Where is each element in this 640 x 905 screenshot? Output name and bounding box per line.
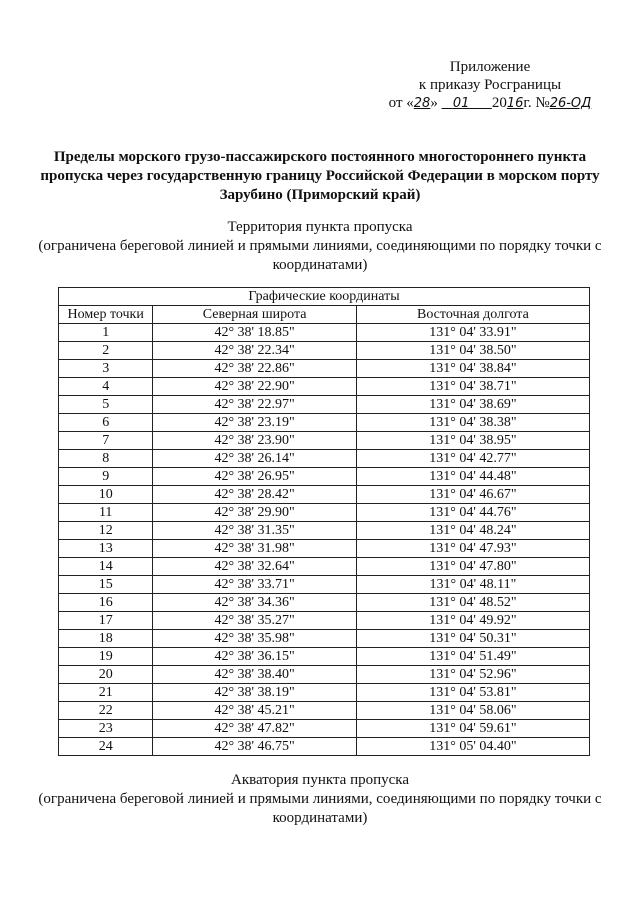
column-header-longitude: Восточная долгота bbox=[356, 306, 589, 324]
point-number-cell: 5 bbox=[59, 396, 153, 414]
latitude-cell: 42° 38' 22.86" bbox=[153, 360, 356, 378]
latitude-cell: 42° 38' 22.34" bbox=[153, 342, 356, 360]
longitude-cell: 131° 04' 51.49" bbox=[356, 648, 589, 666]
point-number-cell: 10 bbox=[59, 486, 153, 504]
year-prefix: 20 bbox=[491, 95, 507, 111]
latitude-cell: 42° 38' 18.85" bbox=[153, 324, 356, 342]
longitude-cell: 131° 04' 44.76" bbox=[356, 504, 589, 522]
table-row bbox=[59, 450, 590, 468]
point-number-cell: 21 bbox=[59, 684, 153, 702]
point-number-cell: 11 bbox=[59, 504, 153, 522]
month-underline bbox=[442, 95, 492, 111]
group-header: Графические координаты bbox=[59, 288, 590, 306]
order-date-line bbox=[370, 94, 610, 113]
water-area-description: (ограничена береговой линией и прямыми линиями, соединяющими по порядку точки с координатами) bbox=[38, 791, 602, 826]
handwritten-year: 16 bbox=[506, 96, 524, 111]
table-row bbox=[59, 396, 590, 414]
point-number-cell: 3 bbox=[59, 360, 153, 378]
table-row bbox=[59, 648, 590, 666]
latitude-cell: 42° 38' 34.36" bbox=[153, 594, 356, 612]
document-title: Пределы морского грузо-пассажирского постоянного многостороннего пункта пропуска через государственную границу Российской Федерации в морском порту Зарубино (Приморский край) bbox=[40, 149, 600, 203]
latitude-cell: 42° 38' 28.42" bbox=[153, 486, 356, 504]
point-number-cell: 24 bbox=[59, 738, 153, 756]
longitude-cell: 131° 04' 44.48" bbox=[356, 468, 589, 486]
longitude-cell: 131° 04' 38.71" bbox=[356, 378, 589, 396]
longitude-cell: 131° 04' 49.92" bbox=[356, 612, 589, 630]
table-row bbox=[59, 522, 590, 540]
latitude-cell: 42° 38' 31.35" bbox=[153, 522, 356, 540]
longitude-cell: 131° 04' 38.95" bbox=[356, 432, 589, 450]
territory-section bbox=[30, 218, 610, 275]
latitude-cell: 42° 38' 23.90" bbox=[153, 432, 356, 450]
latitude-cell: 42° 38' 35.27" bbox=[153, 612, 356, 630]
appendix-block bbox=[370, 58, 610, 113]
longitude-cell: 131° 05' 04.40" bbox=[356, 738, 589, 756]
column-header-point-number: Номер точки bbox=[59, 306, 153, 324]
latitude-cell: 42° 38' 26.14" bbox=[153, 450, 356, 468]
latitude-cell: 42° 38' 26.95" bbox=[153, 468, 356, 486]
appendix-line-1: Приложение bbox=[449, 59, 531, 75]
table-row bbox=[59, 504, 590, 522]
point-number-cell: 9 bbox=[59, 468, 153, 486]
longitude-cell: 131° 04' 38.84" bbox=[356, 360, 589, 378]
point-number-cell: 15 bbox=[59, 576, 153, 594]
point-number-cell: 17 bbox=[59, 612, 153, 630]
territory-description: (ограничена береговой линией и прямыми линиями, соединяющими по порядку точки с координатами) bbox=[38, 238, 602, 273]
table-row bbox=[59, 486, 590, 504]
longitude-cell: 131° 04' 38.69" bbox=[356, 396, 589, 414]
point-number-cell: 18 bbox=[59, 630, 153, 648]
latitude-cell: 42° 38' 23.19" bbox=[153, 414, 356, 432]
longitude-cell: 131° 04' 58.06" bbox=[356, 702, 589, 720]
point-number-cell: 12 bbox=[59, 522, 153, 540]
handwritten-number: 26-ОД bbox=[549, 96, 592, 111]
point-number-cell: 20 bbox=[59, 666, 153, 684]
latitude-cell: 42° 38' 45.21" bbox=[153, 702, 356, 720]
point-number-cell: 16 bbox=[59, 594, 153, 612]
latitude-cell: 42° 38' 22.97" bbox=[153, 396, 356, 414]
table-row bbox=[59, 720, 590, 738]
appendix-line-2: к приказу Росграницы bbox=[418, 77, 562, 93]
territory-heading: Территория пункта пропуска bbox=[227, 219, 413, 235]
table-row bbox=[59, 342, 590, 360]
point-number-cell: 6 bbox=[59, 414, 153, 432]
point-number-cell: 14 bbox=[59, 558, 153, 576]
table-row bbox=[59, 612, 590, 630]
latitude-cell: 42° 38' 47.82" bbox=[153, 720, 356, 738]
table-row bbox=[59, 324, 590, 342]
table-row bbox=[59, 630, 590, 648]
longitude-cell: 131° 04' 48.24" bbox=[356, 522, 589, 540]
latitude-cell: 42° 38' 38.19" bbox=[153, 684, 356, 702]
table-row bbox=[59, 702, 590, 720]
latitude-cell: 42° 38' 35.98" bbox=[153, 630, 356, 648]
point-number-cell: 22 bbox=[59, 702, 153, 720]
water-area-heading: Акватория пункта пропуска bbox=[230, 772, 410, 788]
longitude-cell: 131° 04' 48.11" bbox=[356, 576, 589, 594]
table-row bbox=[59, 540, 590, 558]
point-number-cell: 13 bbox=[59, 540, 153, 558]
table-row bbox=[59, 468, 590, 486]
table-row bbox=[59, 594, 590, 612]
table-row bbox=[59, 414, 590, 432]
number-prefix: г. № bbox=[523, 95, 550, 111]
table-row bbox=[59, 684, 590, 702]
longitude-cell: 131° 04' 59.61" bbox=[356, 720, 589, 738]
coordinates-table bbox=[58, 287, 590, 756]
point-number-cell: 1 bbox=[59, 324, 153, 342]
point-number-cell: 7 bbox=[59, 432, 153, 450]
longitude-cell: 131° 04' 52.96" bbox=[356, 666, 589, 684]
point-number-cell: 8 bbox=[59, 450, 153, 468]
table-row bbox=[59, 558, 590, 576]
longitude-cell: 131° 04' 38.38" bbox=[356, 414, 589, 432]
point-number-cell: 4 bbox=[59, 378, 153, 396]
longitude-cell: 131° 04' 42.77" bbox=[356, 450, 589, 468]
latitude-cell: 42° 38' 22.90" bbox=[153, 378, 356, 396]
latitude-cell: 42° 38' 46.75" bbox=[153, 738, 356, 756]
point-number-cell: 2 bbox=[59, 342, 153, 360]
handwritten-month: 01 bbox=[452, 96, 470, 111]
latitude-cell: 42° 38' 32.64" bbox=[153, 558, 356, 576]
longitude-cell: 131° 04' 50.31" bbox=[356, 630, 589, 648]
table-row bbox=[59, 666, 590, 684]
table-row bbox=[59, 738, 590, 756]
longitude-cell: 131° 04' 47.80" bbox=[356, 558, 589, 576]
longitude-cell: 131° 04' 48.52" bbox=[356, 594, 589, 612]
latitude-cell: 42° 38' 38.40" bbox=[153, 666, 356, 684]
latitude-cell: 42° 38' 31.98" bbox=[153, 540, 356, 558]
column-header-latitude: Северная широта bbox=[153, 306, 356, 324]
date-prefix: от « bbox=[388, 95, 414, 111]
table-row bbox=[59, 432, 590, 450]
water-area-section bbox=[30, 771, 610, 828]
latitude-cell: 42° 38' 29.90" bbox=[153, 504, 356, 522]
latitude-cell: 42° 38' 36.15" bbox=[153, 648, 356, 666]
handwritten-day: 28 bbox=[413, 96, 431, 111]
longitude-cell: 131° 04' 47.93" bbox=[356, 540, 589, 558]
longitude-cell: 131° 04' 33.91" bbox=[356, 324, 589, 342]
table-row bbox=[59, 378, 590, 396]
point-number-cell: 23 bbox=[59, 720, 153, 738]
longitude-cell: 131° 04' 53.81" bbox=[356, 684, 589, 702]
table-row bbox=[59, 576, 590, 594]
point-number-cell: 19 bbox=[59, 648, 153, 666]
date-mid: » bbox=[430, 95, 438, 111]
latitude-cell: 42° 38' 33.71" bbox=[153, 576, 356, 594]
table-row bbox=[59, 360, 590, 378]
longitude-cell: 131° 04' 38.50" bbox=[356, 342, 589, 360]
longitude-cell: 131° 04' 46.67" bbox=[356, 486, 589, 504]
